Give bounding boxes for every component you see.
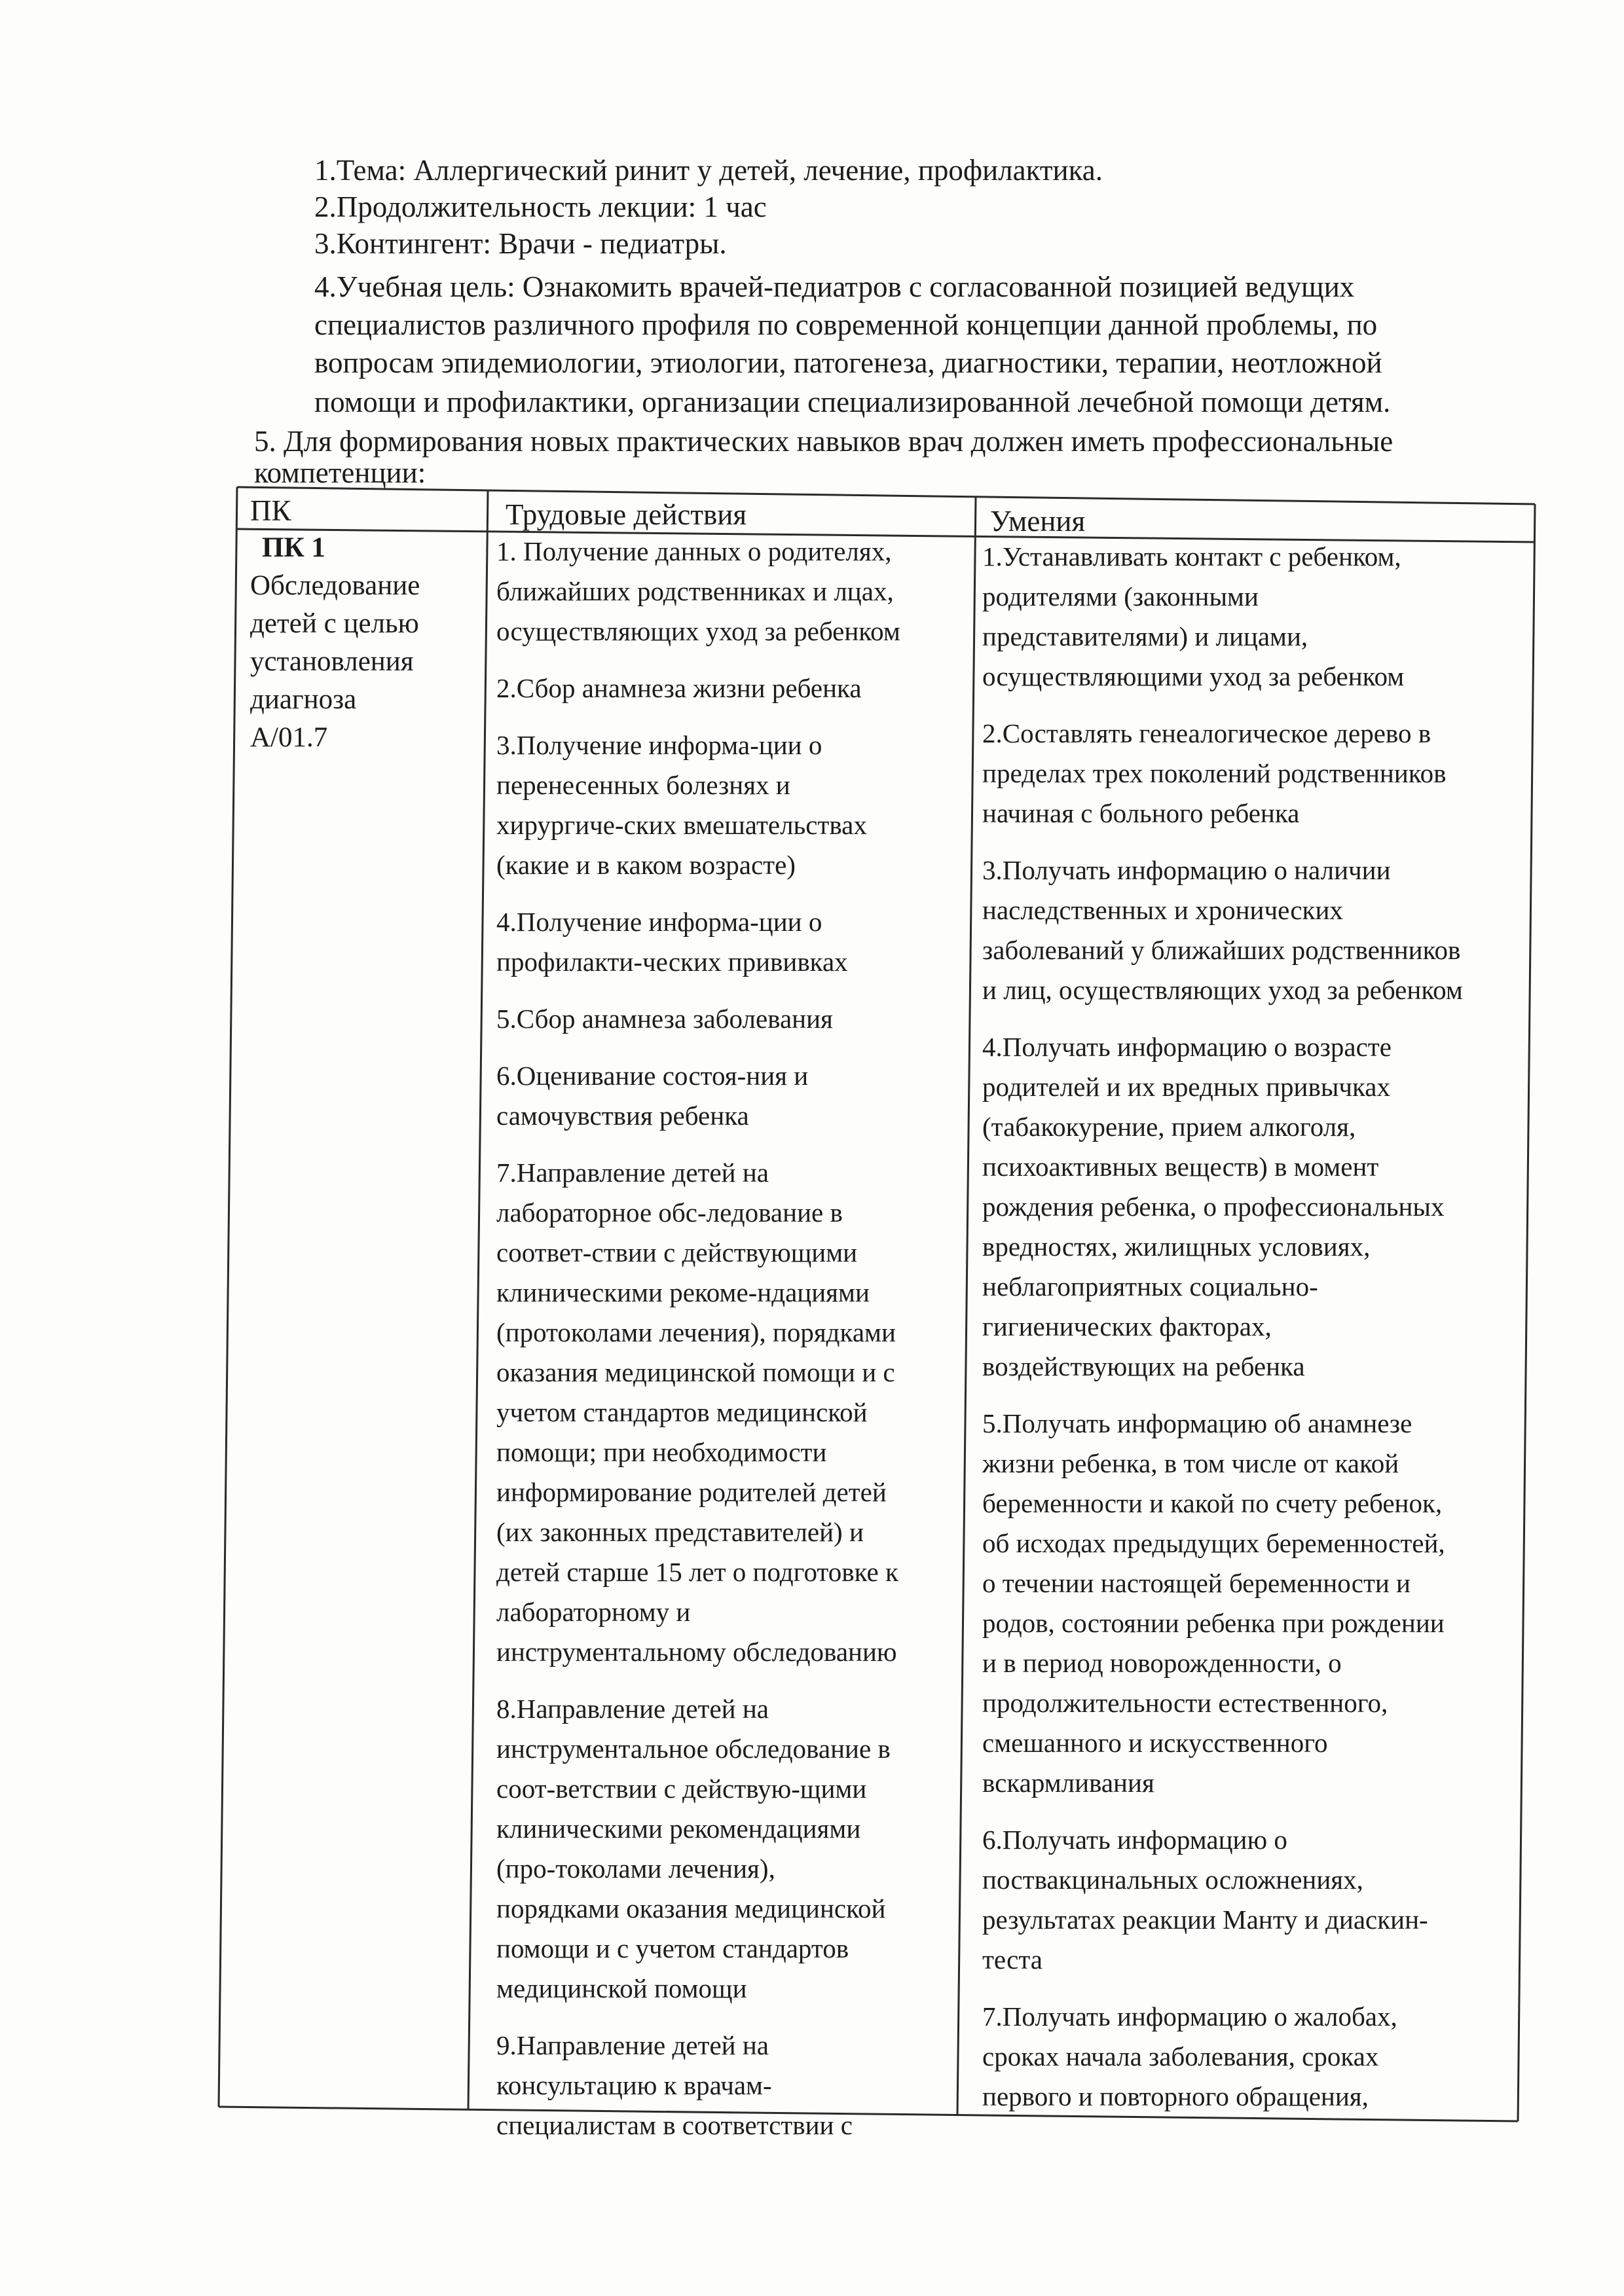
action-item-line: детей старше 15 лет о подготовке к [496,1557,898,1587]
action-item-line: (их законных представителей) и [496,1517,864,1547]
action-item-line: клиническими рекоме-ндациями [496,1277,870,1307]
intro-line-4: 4.Учебная цель: Ознакомить врачей-педиатров с согласованной позицией ведущих [314,270,1355,303]
action-item-2 [496,668,900,708]
pk-line: установления [250,646,414,677]
pk-line: Обследование [250,570,420,601]
intro-line-5: специалистов различного профиля по современной концепции данной проблемы, по [314,308,1378,341]
skill-item-line: об исходах предыдущих беременностей, [982,1528,1445,1558]
intro-line-9: компетенции: [254,456,426,489]
action-item-4 [496,902,900,982]
action-item-3 [496,725,900,885]
skill-item-line: о течении настоящей беременности и [982,1568,1411,1598]
action-item-line: консультацию к врачам- [496,2070,772,2100]
skill-item-line: поствакцинальных осложнениях, [982,1865,1363,1895]
action-item-1 [496,532,900,651]
action-item-line: осуществляющих уход за ребенком [496,616,900,646]
pk-cell [250,529,420,757]
action-item-line: (протоколами лечения), порядками [496,1317,896,1347]
table-border-left [219,487,237,2107]
skill-item-line: родов, состоянии ребенка при рождении [982,1608,1445,1638]
action-item-9 [496,2026,900,2145]
skill-item-line: теста [982,1944,1043,1975]
skill-item-line: вскармливания [982,1768,1154,1798]
action-item-line: инструментальному обследованию [496,1637,897,1667]
action-item-line: инструментальное обследование в [496,1734,891,1764]
action-item-line: специалистам в соответствии с [496,2110,853,2140]
action-item-line: 3.Получение информа-ции о [496,730,822,760]
skills-cell [982,537,1463,2134]
action-item-line: помощи; при необходимости [496,1437,827,1467]
intro-line-8: 5. Для формирования новых практических навыков врач должен иметь профессиональные [254,425,1393,458]
action-item-line: 6.Оценивание состоя-ния и [496,1061,809,1091]
action-item-line: 9.Направление детей на [496,2030,769,2060]
skill-item-line: неблагоприятных социально- [982,1271,1318,1302]
skill-item-line: начиная с больного ребенка [982,798,1300,828]
action-item-line: соот-ветствии с действую-щими [496,1774,867,1804]
pk-line: А/01.7 [250,722,328,753]
skill-item-line: вредностях, жилищных условиях, [982,1231,1371,1262]
action-item-line: хирургиче-ских вмешательствах [496,810,867,840]
action-item-line: медицинской помощи [496,1973,747,2003]
skill-item-line: психоактивных веществ) в момент [982,1152,1379,1182]
action-item-line: перенесенных болезнях и [496,770,790,800]
skill-item-line: (табакокурение, прием алкоголя, [982,1112,1356,1142]
intro-line-3: 3.Контингент: Врачи - педиатры. [314,227,727,260]
action-item-line: информирование родителей детей [496,1477,887,1507]
skill-item-line: осуществляющими уход за ребенком [982,661,1405,691]
action-item-line: клиническими рекомендациями [496,1813,861,1844]
skill-item-1 [982,537,1463,697]
skill-item-line: пределах трех поколений родственников [982,758,1447,788]
skill-item-line: 7.Получать информацию о жалобах, [982,2001,1397,2032]
table-divider-1 [468,491,488,2109]
action-item-line: учетом стандартов медицинской [496,1397,868,1427]
action-item-7 [496,1153,900,1672]
skill-item-5 [982,1404,1463,1803]
skill-item-2 [982,714,1463,833]
skill-item-line: воздействующих на ребенка [982,1351,1305,1381]
action-item-line: помощи и с учетом стандартов [496,1933,849,1963]
skill-item-line: смешанного и искусственного [982,1728,1328,1758]
action-item-line: лабораторное обс-ледование в [496,1197,843,1228]
pk-line: детей с целью [250,608,419,639]
table-border-right [1518,504,1535,2121]
header-skills: Умения [990,505,1086,538]
action-item-line: (про-токолами лечения), [496,1853,775,1884]
skill-item-line: 5.Получать информацию об анамнезе [982,1408,1412,1438]
skill-item-line: гигиенических факторах, [982,1311,1272,1341]
table-divider-2 [957,498,976,2115]
skill-item-line: беременности и какой по счету ребенок, [982,1488,1443,1518]
skill-item-line: представителями) и лицами, [982,621,1308,651]
pk-line: диагноза [250,684,357,715]
action-item-line: порядками оказания медицинской [496,1893,886,1923]
skill-item-3 [982,850,1463,1010]
skill-item-line: 2.Составлять генеалогическое дерево в [982,718,1431,748]
table-border-top [237,487,1535,504]
action-item-line: 7.Направление детей на [496,1157,769,1188]
skill-item-line: 4.Получать информацию о возрасте [982,1032,1392,1062]
action-item-line: 4.Получение информа-ции о [496,907,822,937]
action-item-line: 1. Получение данных о родителях, [496,536,892,566]
intro-line-2: 2.Продолжительность лекции: 1 час [314,191,767,223]
action-item-line: (какие и в каком возрасте) [496,850,796,880]
action-item-line: 2.Сбор анамнеза жизни ребенка [496,673,862,703]
intro-line-7: помощи и профилактики, организации специализированной лечебной помощи детям. [314,386,1391,418]
skill-item-line: сроках начала заболевания, сроках [982,2041,1379,2071]
skill-item-line: 3.Получать информацию о наличии [982,855,1391,885]
skill-item-line: заболеваний у ближайших родственников [982,935,1461,965]
action-item-5 [496,999,900,1039]
intro-line-1: 1.Тема: Аллергический ринит у детей, лечение, профилактика. [314,154,1103,187]
action-item-line: 8.Направление детей на [496,1694,769,1724]
skill-item-line: первого и повторного обращения, [982,2081,1369,2111]
header-pk: ПК [250,494,291,527]
action-item-line: профилакти-ческих прививках [496,947,848,977]
skill-item-7 [982,1997,1463,2117]
action-item-line: 5.Сбор анамнеза заболевания [496,1004,833,1034]
skill-item-line: 1.Устанавливать контакт с ребенком, [982,541,1401,572]
actions-cell [496,532,900,2162]
skill-item-line: родителями (законными [982,581,1259,611]
skill-item-line: наследственных и хронических [982,895,1343,925]
skill-item-line: продолжительности естественного, [982,1688,1388,1718]
action-item-line: лабораторному и [496,1597,691,1627]
skill-item-line: родителей и их вредных привычках [982,1072,1390,1102]
skill-item-6 [982,1820,1463,1980]
action-item-line: соответ-ствии с действующими [496,1237,858,1267]
skill-item-line: 6.Получать информацию о [982,1825,1287,1855]
action-item-line: ближайших родственниках и лцах, [496,576,894,606]
skill-item-line: жизни ребенка, в том числе от какой [982,1448,1399,1478]
skill-item-line: рождения ребенка, о профессиональных [982,1192,1445,1222]
skill-item-line: результатах реакции Манту и диаскин- [982,1904,1428,1935]
pk-code: ПК 1 [262,532,325,563]
action-item-line: самочувствия ребенка [496,1101,749,1131]
skill-item-4 [982,1027,1463,1387]
action-item-line: оказания медицинской помощи и с [496,1357,895,1387]
skill-item-line: и лиц, осуществляющих уход за ребенком [982,975,1463,1005]
intro-line-6: вопросам эпидемиологии, этиологии, патогенеза, диагностики, терапии, неотложной [314,346,1382,379]
skill-item-line: и в период новорожденности, о [982,1648,1342,1678]
header-actions: Трудовые действия [506,498,747,531]
action-item-6 [496,1056,900,1136]
action-item-8 [496,1689,900,2009]
